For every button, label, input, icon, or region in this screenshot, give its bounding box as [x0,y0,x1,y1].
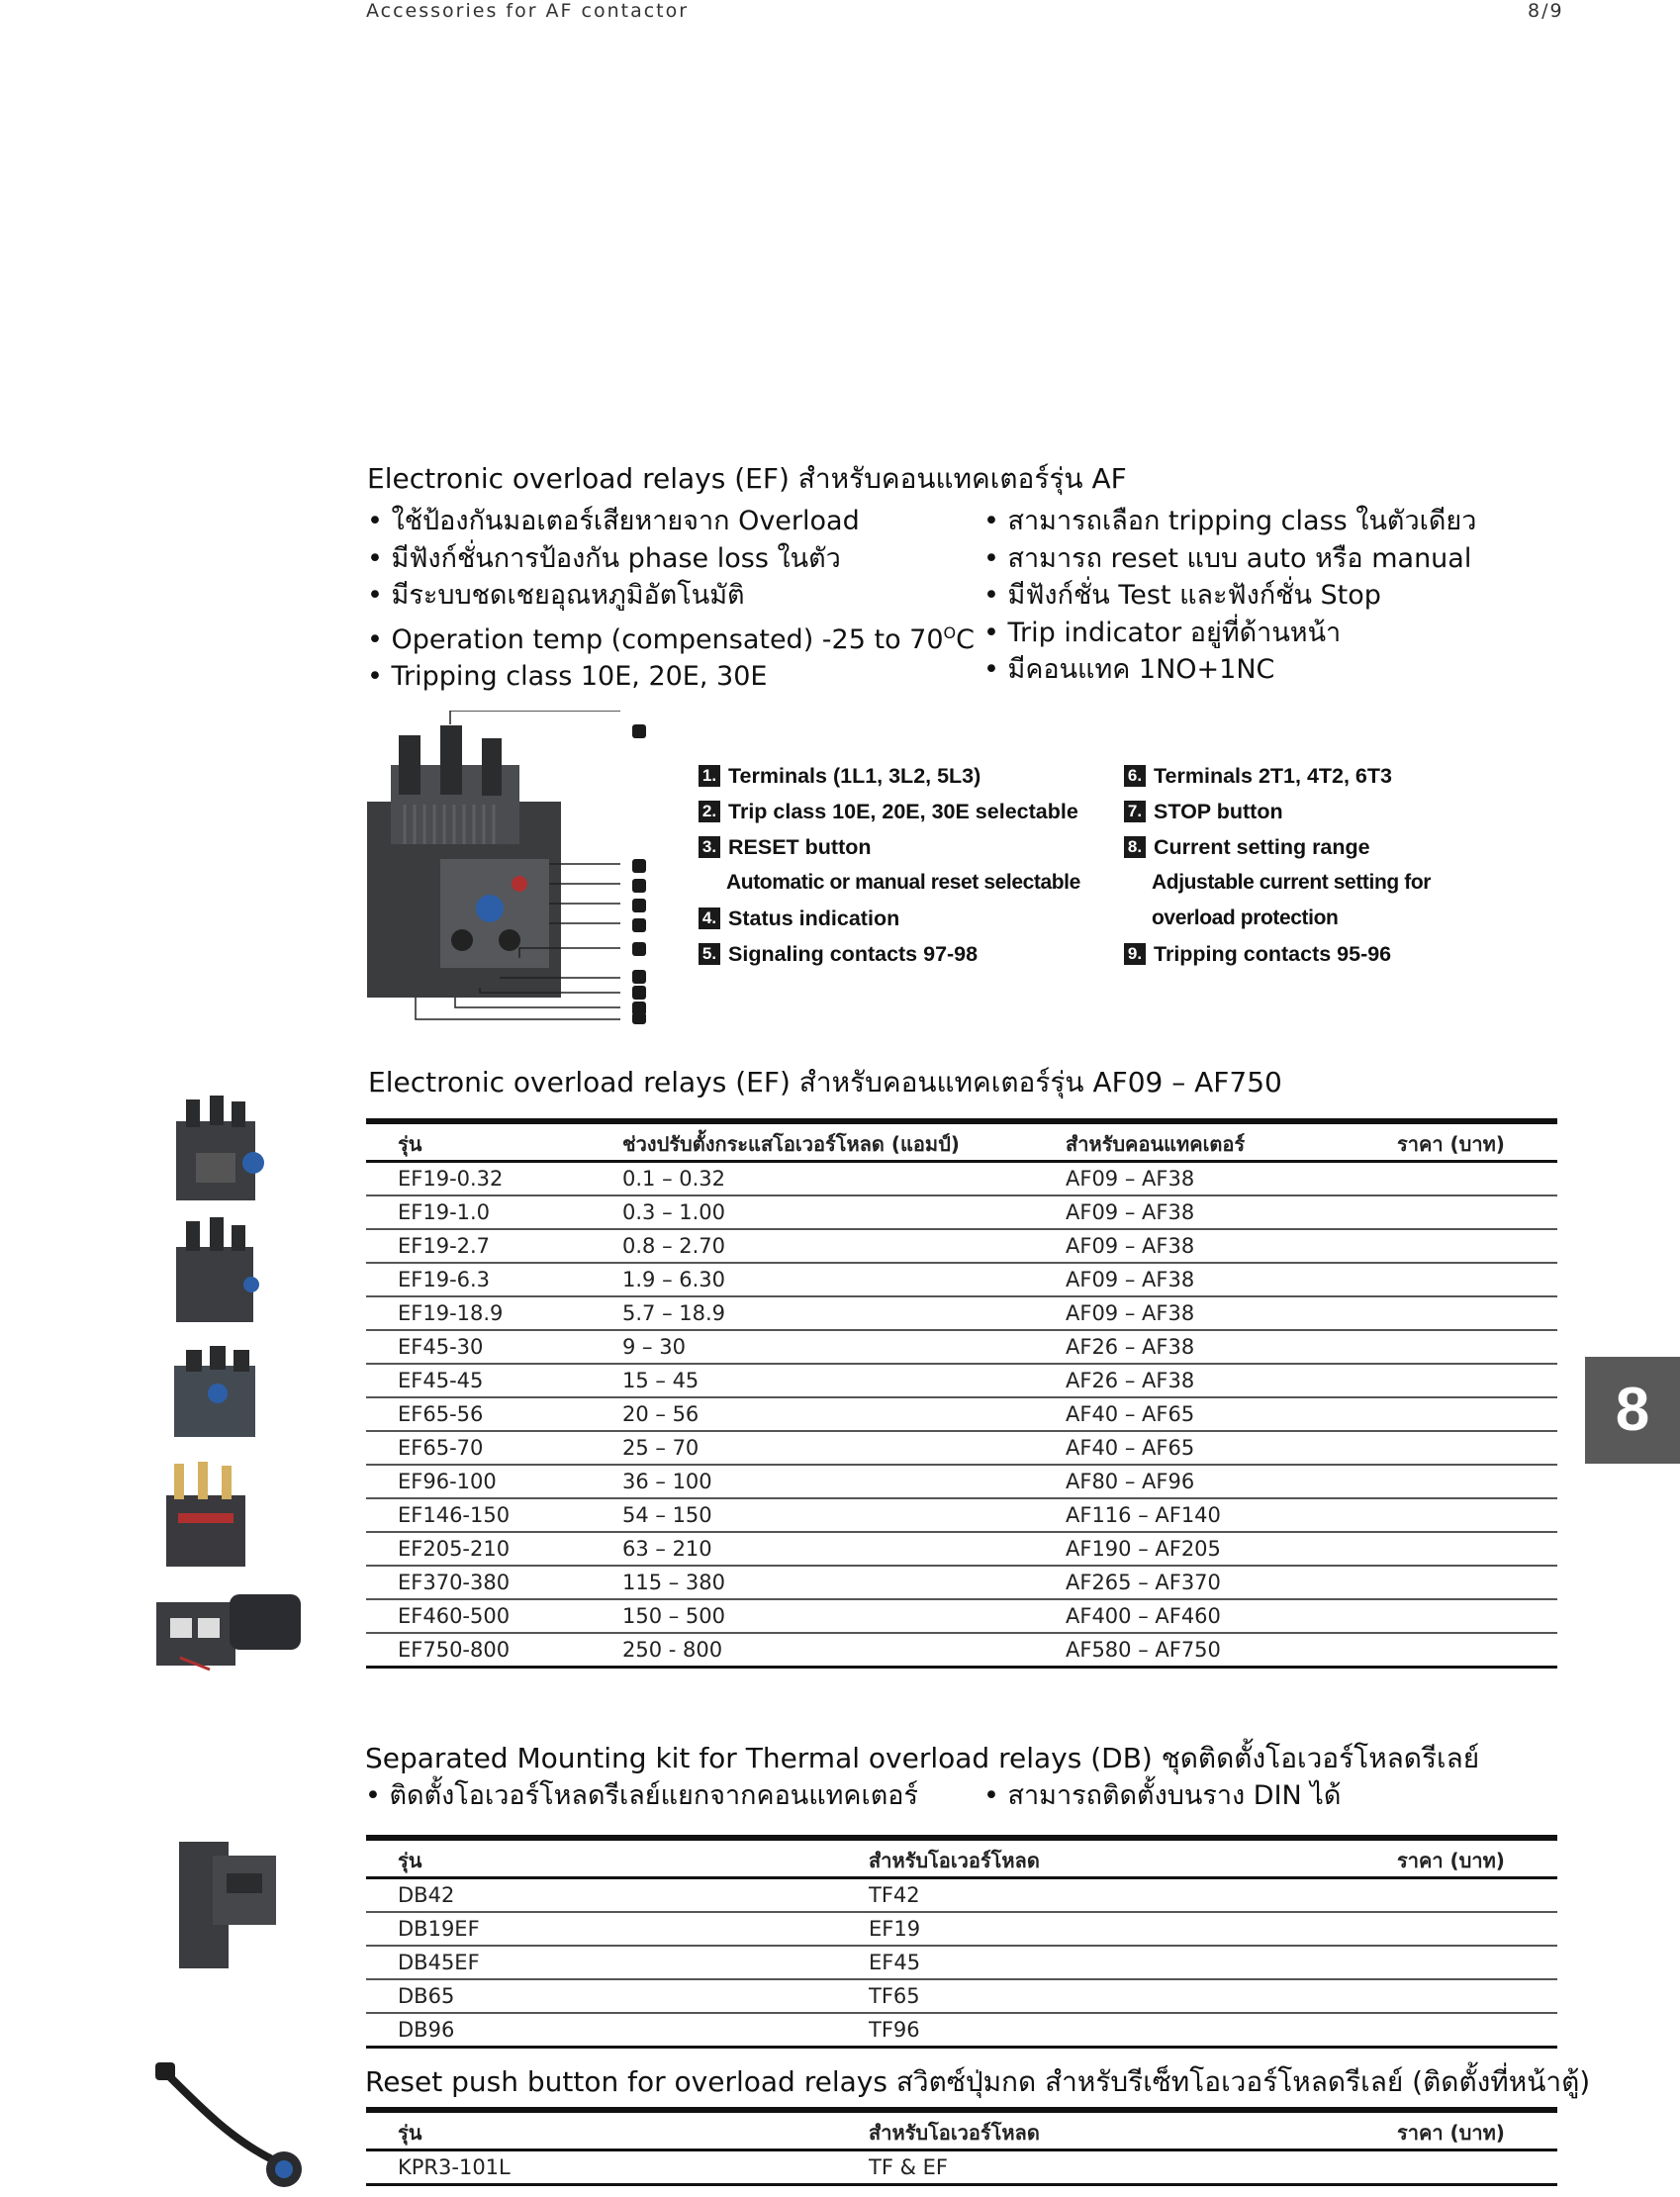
bullet-item: • สามารถติดตั้งบนราง DIN ได้ [983,1777,1341,1815]
callouts-left [699,758,1080,972]
bullet-item-op-temp: • Operation temp (compensated) -25 to $70^OC$ [367,615,975,659]
table-row: EF146-150 54 – 150 AF116 – AF140 [366,1498,1557,1532]
table-row: DB45EF EF45 [366,1946,1557,1979]
table-row: EF19-1.0 0.3 – 1.00 AF09 – AF38 [366,1195,1557,1229]
ef-bullets-right [983,503,1476,689]
callout-item: 8. Current setting range [1124,829,1431,865]
column-header: รุ่น [366,2110,837,2150]
column-header: ราคา (บาท) [1365,1838,1557,1878]
db-section-heading: Separated Mounting kit for Thermal overload relays (DB) ชุดติดตั้งโอเวอร์โหลดรีเลย์ [365,1742,1480,1774]
reset-push-button-image [153,2060,312,2191]
callout-subtext: overload protection [1152,907,1339,929]
table-row: EF96-100 36 – 100 AF80 – AF96 [366,1465,1557,1498]
db-price-table [366,1835,1557,2049]
table-row: DB96 TF96 [366,2013,1557,2048]
callout-item: 1. Terminals (1L1, 3L2, 5L3) [699,758,1080,794]
column-header: สำหรับคอนแทคเตอร์ [1034,1121,1365,1162]
bullet-item: • สามารถ reset แบบ auto หรือ manual [983,540,1476,578]
bullet-item: • มีฟังก์ชั่นการป้องกัน phase loss ในตัว [367,540,975,578]
callout-subtext: Adjustable current setting for [1152,871,1432,894]
table-row: EF370-380 115 – 380 AF265 – AF370 [366,1566,1557,1599]
bullet-item: • มีระบบชดเชยอุณหภูมิอัตโนมัติ [367,577,975,615]
db-bullets-left [365,1777,918,1815]
callout-item: 3. RESET button [699,829,1080,865]
table-row: DB19EF EF19 [366,1912,1557,1946]
mounting-kit-image [173,1836,282,1974]
ef460-relay-image [150,1588,307,1675]
column-header: สำหรับโอเวอร์โหลด [837,2110,1365,2150]
table-header-row [366,2110,1557,2150]
bullet-item: • มีคอนแทค 1NO+1NC [983,651,1476,689]
callout-item: 2. Trip class 10E, 20E, 30E selectable [699,794,1080,829]
callout-item: 7. STOP button [1124,794,1431,829]
table-row: EF19-6.3 1.9 – 6.30 AF09 – AF38 [366,1263,1557,1296]
column-header: ช่วงปรับตั้งกระแสโอเวอร์โหลด (แอมป์) [591,1121,1034,1162]
column-header: ราคา (บาท) [1365,1121,1557,1162]
ef19-relay-alt-image [170,1217,269,1324]
table-header-row [366,1838,1557,1878]
bullet-item: • สามารถเลือก tripping class ในตัวเดียว [983,503,1476,540]
column-header: รุ่น [366,1838,837,1878]
ef-table-heading: Electronic overload relays (EF) สำหรับคอนแทคเตอร์รุ่น AF09 – AF750 [368,1066,1282,1098]
db-bullets-right [983,1777,1341,1815]
callouts-right [1124,758,1431,972]
ef96-relay-image [160,1460,255,1571]
callout-item: 9. Tripping contacts 95-96 [1124,936,1431,972]
callout-item: 4. Status indication [699,901,1080,936]
callout-subtext: Automatic or manual reset selectable [726,871,1080,894]
overload-relay-diagram-image [361,711,658,1025]
document-header-title: Accessories for AF contactor [366,0,690,22]
table-row: EF750-800 250 - 800 AF580 – AF750 [366,1633,1557,1668]
ef-bullets-left [367,503,975,696]
reset-price-table [366,2107,1557,2186]
reset-section-heading: Reset push button for overload relays สวิตซ์ปุ่มกด สำหรับรีเซ็ทโอเวอร์โหลดรีเลย์ (ติดตั้งที่หน้าตู้) [365,2065,1591,2098]
table-row: DB65 TF65 [366,1979,1557,2013]
table-row: EF19-18.9 5.7 – 18.9 AF09 – AF38 [366,1296,1557,1330]
bullet-item: • Tripping class 10E, 20E, 30E [367,658,975,696]
table-row: DB42 TF42 [366,1878,1557,1913]
table-row: EF19-0.32 0.1 – 0.32 AF09 – AF38 [366,1162,1557,1196]
table-row: EF65-70 25 – 70 AF40 – AF65 [366,1431,1557,1465]
ef-features-heading: Electronic overload relays (EF) สำหรับคอนแทคเตอร์รุ่น AF [367,462,1127,495]
column-header: ราคา (บาท) [1365,2110,1557,2150]
table-row: EF460-500 150 – 500 AF400 – AF460 [366,1599,1557,1633]
table-row: EF45-30 9 – 30 AF26 – AF38 [366,1330,1557,1364]
bullet-item: • ติดตั้งโอเวอร์โหลดรีเลย์แยกจากคอนแทคเตอร์ [365,1777,918,1815]
ef19-relay-image [168,1094,277,1204]
ef-price-table [366,1118,1557,1669]
bullet-item: • ใช้ป้องกันมอเตอร์เสียหายจาก Overload [367,503,975,540]
page-number: 8/9 [1528,0,1564,22]
column-header: สำหรับโอเวอร์โหลด [837,1838,1365,1878]
table-row: EF65-56 20 – 56 AF40 – AF65 [366,1397,1557,1431]
callout-item: 5. Signaling contacts 97-98 [699,936,1080,972]
table-row: EF19-2.7 0.8 – 2.70 AF09 – AF38 [366,1229,1557,1263]
table-row: EF45-45 15 – 45 AF26 – AF38 [366,1364,1557,1397]
table-header-row [366,1121,1557,1162]
table-row: KPR3-101L TF & EF [366,2150,1557,2185]
callout-item: 6. Terminals 2T1, 4T2, 6T3 [1124,758,1431,794]
bullet-item: • Trip indicator อยู่ที่ด้านหน้า [983,615,1476,652]
ef45-relay-image [168,1344,267,1443]
table-row: EF205-210 63 – 210 AF190 – AF205 [366,1532,1557,1566]
section-tab: 8 [1585,1357,1680,1464]
bullet-item: • มีฟังก์ชั่น Test และฟังก์ชั่น Stop [983,577,1476,615]
column-header: รุ่น [366,1121,591,1162]
